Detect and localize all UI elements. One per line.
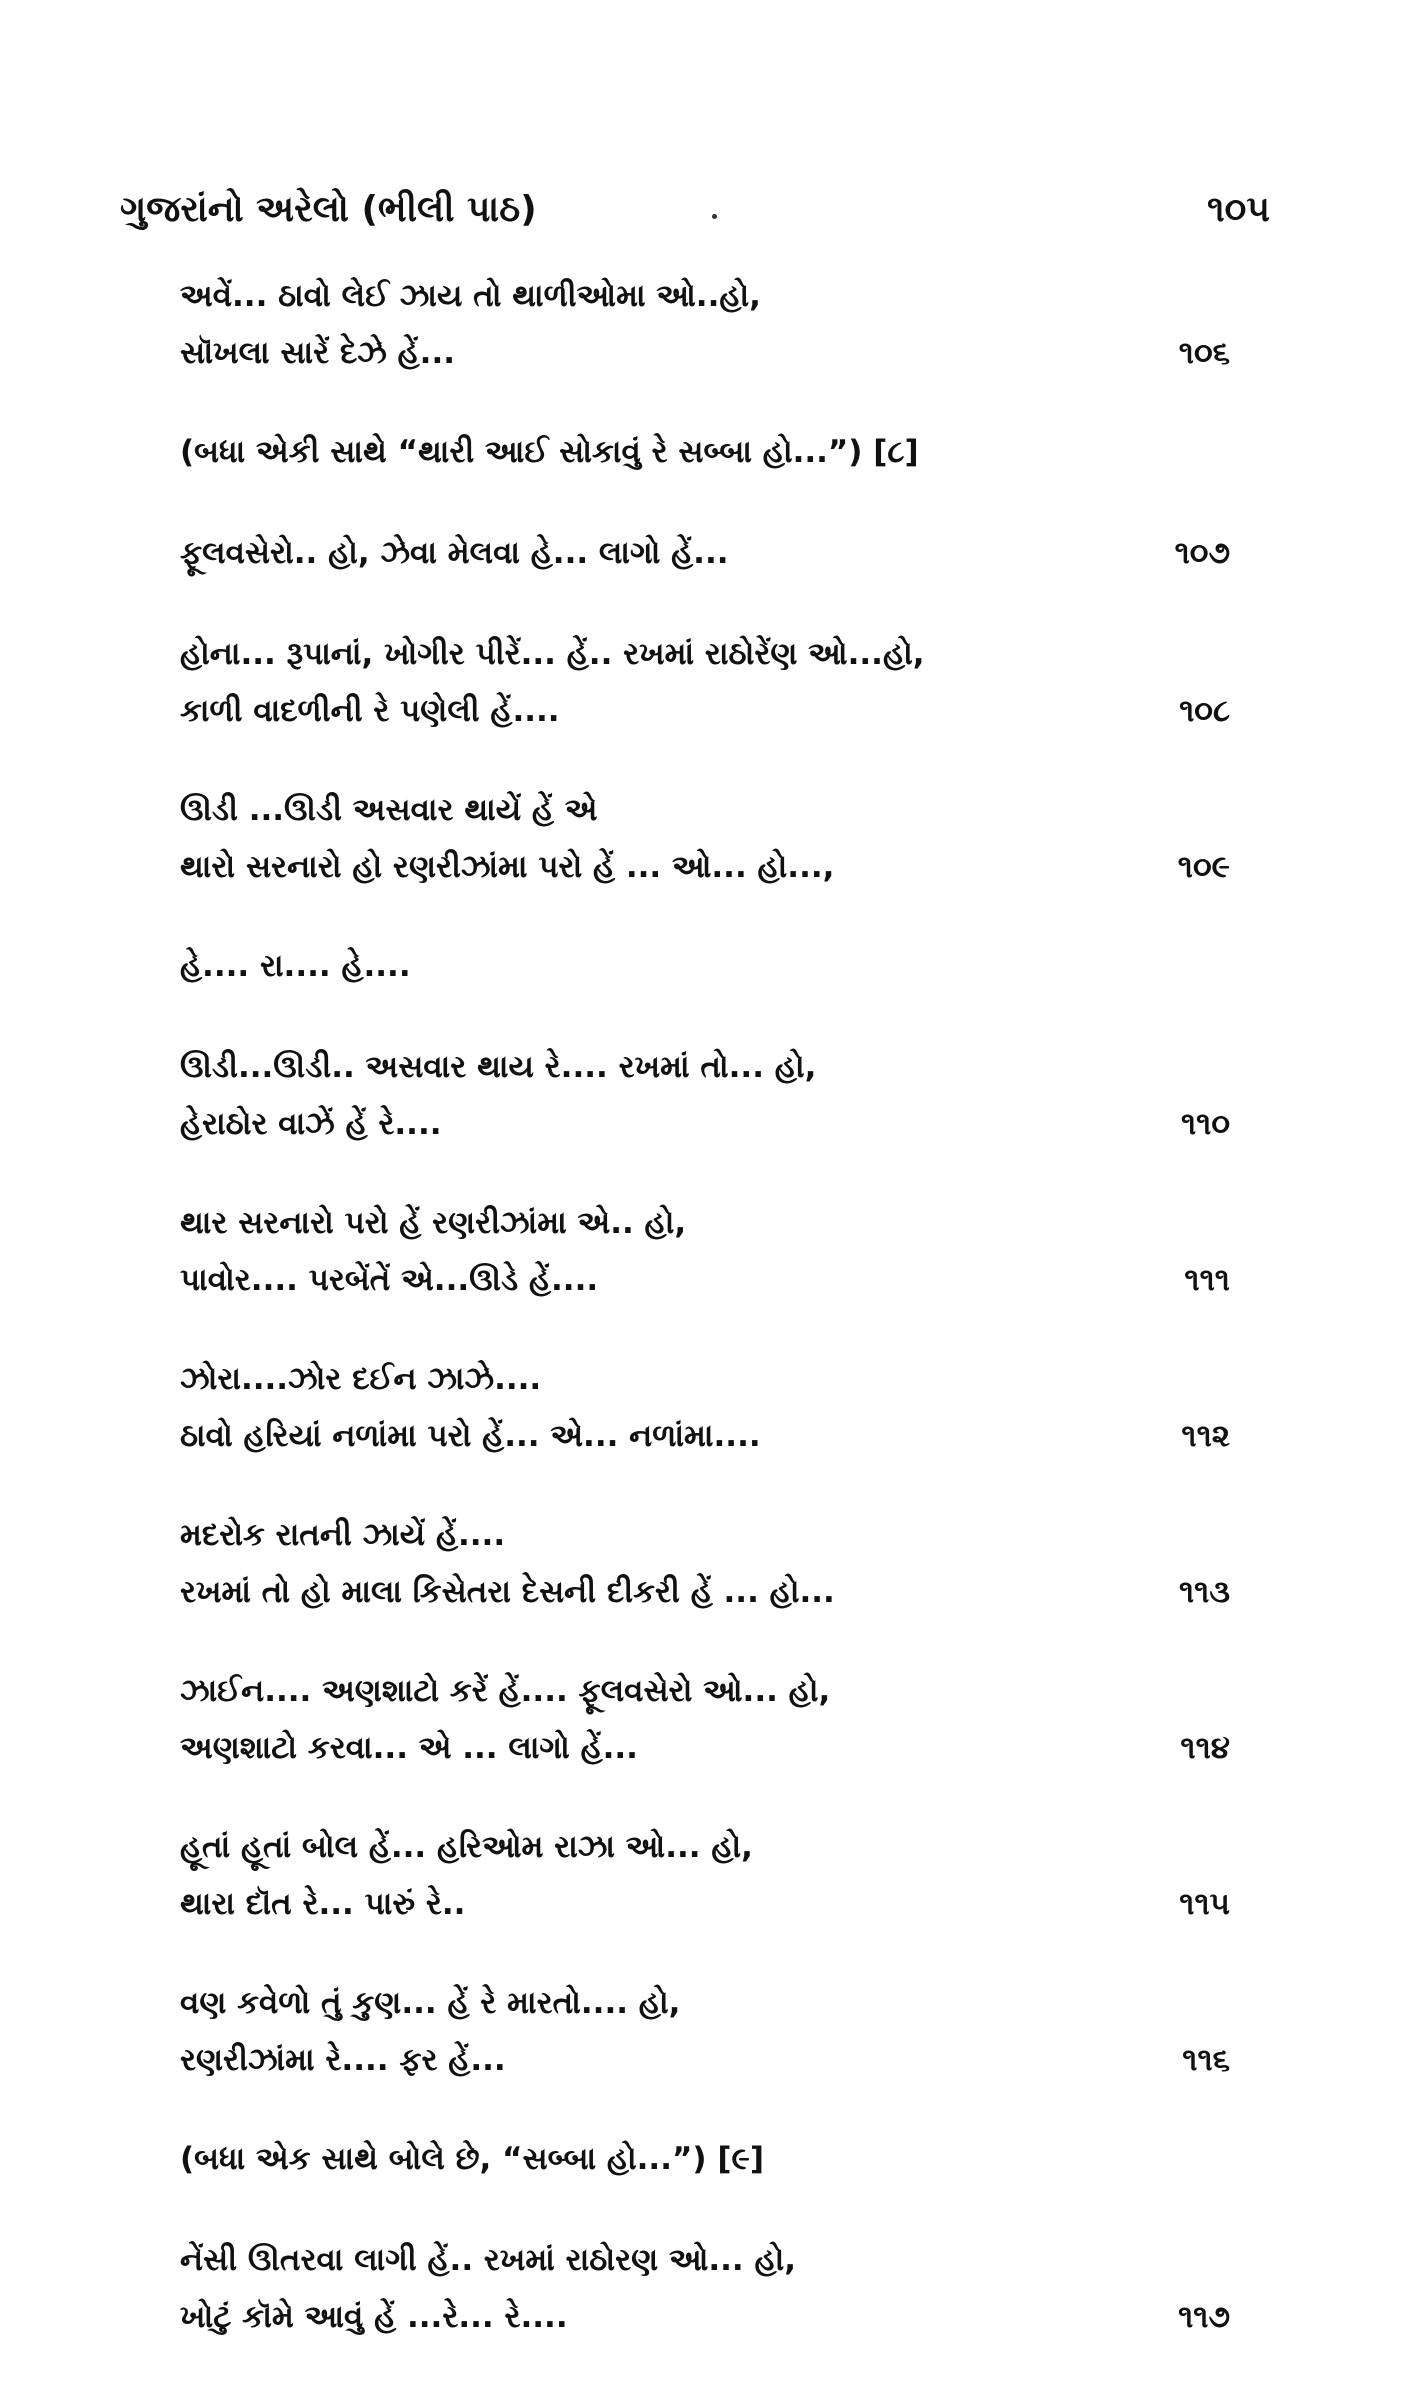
verse-text: ઊડી ...ઊડી અસવાર થાયેં હેં એ — [180, 792, 598, 828]
verse-stanza — [180, 268, 1230, 382]
page-title: ગુજરાંનો અરેલો (ભીલી પાઠ) — [120, 189, 537, 230]
verse-line — [180, 2289, 1230, 2346]
verse-text: પાવોર.... પરબેંતેં એ...ઊડે હેં.... — [180, 1262, 599, 1298]
verse-stanza — [180, 1507, 1230, 1621]
verse-line — [180, 1663, 1230, 1720]
verse-number: ૧૧૧ — [1184, 1262, 1230, 1298]
verse-text: હેરાઠોર વાઝેં હેં રે.... — [180, 1106, 442, 1142]
verse-line — [180, 1351, 1230, 1408]
verse-text: થારા દૉત રે... પારું રે.. — [180, 1886, 466, 1922]
verse-number: ૧૧૨ — [1181, 1418, 1230, 1454]
verse-stanza — [180, 1663, 1230, 1777]
verse-text: રખમાં તો હો માલા કિસેતરા દેસની દીકરી હેં ... હો... — [180, 1574, 835, 1610]
verse-text: (બધા એક સાથે બોલે છે, “સબ્બા હો...”) [૯] — [180, 2141, 765, 2177]
verse-text: કાળી વાદળીની રે પણેલી હેં.... — [180, 693, 560, 729]
verse-line — [180, 268, 1230, 325]
verse-line — [180, 1408, 1230, 1465]
verse-text: મદરોક રાતની ઝાયેં હેં.... — [180, 1517, 506, 1553]
verse-line — [180, 2131, 1230, 2188]
verse-stanza — [180, 1039, 1230, 1153]
verse-text: ઝોરા....ઝોર દઈન ઝાઝે.... — [180, 1361, 542, 1397]
verse-line — [180, 1975, 1230, 2032]
verse-text: ખોટું કૉમે આવું હેં ...રે... રે.... — [180, 2299, 568, 2335]
verse-text: નેંસી ઊતરવા લાગી હેં.. રખમાં રાઠોરણ ઓ... હો, — [180, 2242, 797, 2278]
verse-stanza — [180, 626, 1230, 740]
verse-text: વણ કવેળો તું કુણ... હેં રે મારતો.... હો, — [180, 1985, 681, 2021]
verse-text: અવેં... ઠાવો લેઈ ઝાય તો થાળીઓમા ઓ..હો, — [180, 278, 761, 314]
verse-line — [180, 1039, 1230, 1096]
verse-line — [180, 626, 1230, 683]
verse-text: થાર સરનારો પરો હેં રણરીઝાંમા એ.. હો, — [180, 1205, 687, 1241]
verse-stanza — [180, 1975, 1230, 2089]
verse-line — [180, 782, 1230, 839]
verse-text: ફૂલવસેરો.. હો, ઝેવા મેલવા હે... લાગો હેં... — [180, 535, 729, 571]
verse-text: (બધા એકી સાથે “થારી આઈ સોકાવું રે સબ્બા હો...”) [૮] — [180, 434, 919, 470]
running-header — [120, 180, 1270, 240]
verse-line — [180, 683, 1230, 740]
verse-line — [180, 1252, 1230, 1309]
verse-number: ૧૧૫ — [1179, 1886, 1230, 1922]
verse-stanza — [180, 1819, 1230, 1933]
verse-text: થારો સરનારો હો રણરીઝાંમા પરો હેં ... ઓ... હો..., — [180, 849, 835, 885]
verse-number: ૧૦૬ — [1178, 335, 1230, 371]
verse-text: હૂતાં હૂતાં બોલ હેં... હરિઓમ રાઝા ઓ... હો, — [180, 1829, 753, 1865]
verse-text: ઊડી...ઊડી.. અસવાર થાય રે.... રખમાં તો... હો, — [180, 1049, 817, 1085]
verse-line — [180, 325, 1230, 382]
verse-number: ૧૧૪ — [1180, 1730, 1230, 1766]
verse-stanza — [180, 782, 1230, 896]
verse-line — [180, 424, 1230, 481]
verse-line — [180, 1720, 1230, 1777]
verse-number: ૧૧૦ — [1180, 1106, 1230, 1142]
verse-line — [180, 1096, 1230, 1153]
verse-line — [180, 839, 1230, 896]
verse-number: ૧૦૭ — [1174, 535, 1230, 571]
verse-text: હે.... રા.... હે.... — [180, 948, 411, 984]
verse-stanza — [180, 2131, 1230, 2188]
verse-line — [180, 1876, 1230, 1933]
verse-number: ૧૦૮ — [1179, 693, 1230, 729]
verse-text: સૉખલા સારેં દેઝે હેં... — [180, 335, 456, 371]
verse-text: ઝાઈન.... અણશાટો કરેં હેં.... ફૂલવસેરો ઓ... હો, — [180, 1673, 831, 1709]
verse-stanza — [180, 525, 1230, 582]
verse-number: ૧૧૭ — [1178, 2299, 1230, 2335]
verse-list — [180, 268, 1230, 2388]
verse-number: ૧૧૩ — [1178, 1574, 1230, 1610]
verse-text: અણશાટો કરવા... એ ... લાગો હેં... — [180, 1730, 638, 1766]
verse-stanza — [180, 2232, 1230, 2346]
verse-line — [180, 2232, 1230, 2289]
verse-line — [180, 525, 1230, 582]
verse-line — [180, 1507, 1230, 1564]
verse-stanza — [180, 1351, 1230, 1465]
verse-stanza — [180, 1195, 1230, 1309]
verse-text: હોના... રૂપાનાં, ખોગીર પીરેં... હેં.. રખમાં રાઠોરેંણ ઓ...હો, — [180, 636, 925, 672]
verse-stanza — [180, 424, 1230, 481]
verse-text: રણરીઝાંમા રે.... ફર હેં... — [180, 2042, 506, 2078]
verse-line — [180, 938, 1230, 995]
verse-text: ઠાવો હરિયાં નળાંમા પરો હેં... એ... નળાંમા.... — [180, 1418, 761, 1454]
verse-number: ૧૧૬ — [1182, 2042, 1230, 2078]
verse-stanza — [180, 938, 1230, 995]
page-number: ૧૦૫ — [1207, 189, 1270, 230]
verse-number: ૧૦૯ — [1177, 849, 1230, 885]
verse-line — [180, 1195, 1230, 1252]
verse-line — [180, 2032, 1230, 2089]
print-speck — [712, 214, 717, 219]
verse-line — [180, 1564, 1230, 1621]
verse-line — [180, 1819, 1230, 1876]
